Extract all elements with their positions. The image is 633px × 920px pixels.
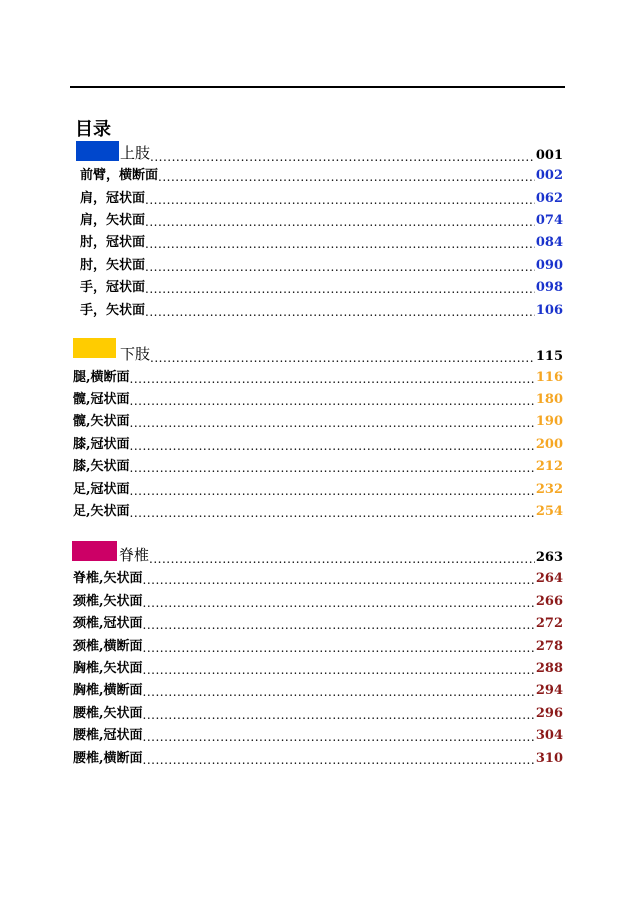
entry-page: 212 (535, 459, 563, 474)
dot-leader (130, 462, 535, 474)
toc-title: 目录 (75, 119, 111, 140)
entry-page: 062 (535, 191, 563, 206)
entry-page: 254 (535, 504, 563, 519)
entry-label: 腿,横断面 (73, 370, 130, 385)
entry-page: 090 (535, 258, 563, 273)
entry-label: 髋,冠状面 (73, 392, 130, 407)
dot-leader (143, 642, 535, 654)
entry-page: 272 (535, 616, 563, 631)
entry-label: 腰椎,横断面 (73, 751, 143, 766)
heading-label: 脊椎 (119, 546, 150, 564)
dot-leader (143, 574, 535, 586)
entry-label: 膝,冠状面 (73, 437, 130, 452)
dot-leader (143, 619, 535, 631)
entry-page: 294 (535, 683, 563, 698)
toc-entry[interactable] (73, 500, 563, 519)
dot-leader (143, 731, 535, 743)
toc-entry[interactable] (73, 366, 563, 385)
entry-page: 190 (535, 414, 563, 429)
entry-label: 胸椎,横断面 (73, 683, 143, 698)
entry-page: 266 (535, 594, 563, 609)
toc-heading-spine[interactable] (119, 544, 563, 565)
dot-leader (145, 283, 535, 295)
entry-page: 232 (535, 482, 563, 497)
toc-entry[interactable] (73, 455, 563, 474)
toc-entry[interactable] (73, 410, 563, 429)
entry-page: 304 (535, 728, 563, 743)
lower-limb-color-swatch (73, 338, 116, 358)
toc-entry[interactable] (80, 164, 563, 183)
toc-entry[interactable] (73, 388, 563, 407)
toc-entry[interactable] (73, 657, 563, 676)
dot-leader (150, 352, 535, 364)
dot-leader (149, 553, 535, 565)
spine-color-swatch (72, 541, 117, 561)
entry-label: 肩，矢状面 (80, 213, 146, 228)
toc-entry[interactable] (80, 254, 563, 273)
toc-entry[interactable] (73, 724, 563, 743)
entry-label: 髋,矢状面 (73, 414, 130, 429)
entry-page: 278 (535, 639, 563, 654)
entry-label: 膝,矢状面 (73, 459, 130, 474)
dot-leader (158, 171, 535, 183)
dot-leader (143, 754, 535, 766)
toc-entry[interactable] (80, 209, 563, 228)
upper-limb-color-swatch (76, 141, 119, 161)
toc-entry[interactable] (80, 276, 563, 295)
dot-leader (143, 709, 535, 721)
heading-page: 115 (535, 349, 563, 364)
toc-entry[interactable] (73, 679, 563, 698)
entry-label: 脊椎,矢状面 (73, 571, 143, 586)
dot-leader (143, 597, 535, 609)
entry-page: 264 (535, 571, 563, 586)
entry-page: 116 (535, 370, 563, 385)
toc-entry[interactable] (80, 299, 563, 318)
entry-label: 肘，矢状面 (80, 258, 146, 273)
dot-leader (130, 373, 535, 385)
heading-label: 上肢 (120, 144, 151, 162)
toc-heading-lower-limb[interactable] (120, 343, 563, 364)
toc-entry[interactable] (73, 635, 563, 654)
entry-label: 腰椎,冠状面 (73, 728, 143, 743)
entry-page: 200 (535, 437, 563, 452)
dot-leader (130, 417, 535, 429)
entry-page: 074 (535, 213, 563, 228)
entry-label: 颈椎,横断面 (73, 639, 143, 654)
entry-label: 颈椎,冠状面 (73, 616, 143, 631)
dot-leader (145, 306, 535, 318)
entry-page: 288 (535, 661, 563, 676)
toc-entry[interactable] (73, 478, 563, 497)
entry-label: 足,矢状面 (73, 504, 130, 519)
dot-leader (143, 664, 535, 676)
entry-label: 手，冠状面 (80, 280, 146, 295)
entry-page: 084 (535, 235, 563, 250)
heading-page: 001 (535, 148, 563, 163)
dot-leader (143, 686, 535, 698)
toc-entry[interactable] (73, 702, 563, 721)
toc-entry[interactable] (80, 231, 563, 250)
top-rule (70, 86, 565, 88)
dot-leader (145, 194, 535, 206)
dot-leader (130, 485, 535, 497)
entry-page: 296 (535, 706, 563, 721)
heading-page: 263 (535, 550, 563, 565)
toc-entry[interactable] (80, 187, 563, 206)
toc-heading-upper-limb[interactable] (120, 142, 563, 163)
entry-page: 106 (535, 303, 563, 318)
dot-leader (130, 440, 535, 452)
entry-label: 手，矢状面 (80, 303, 146, 318)
entry-page: 180 (535, 392, 563, 407)
entry-label: 肘，冠状面 (80, 235, 146, 250)
entry-page: 098 (535, 280, 563, 295)
toc-entry[interactable] (73, 612, 563, 631)
toc-entry[interactable] (73, 590, 563, 609)
entry-label: 前臂，横断面 (80, 168, 159, 183)
toc-entry[interactable] (73, 747, 563, 766)
dot-leader (130, 395, 535, 407)
dot-leader (130, 507, 535, 519)
entry-label: 腰椎,矢状面 (73, 706, 143, 721)
entry-label: 颈椎,矢状面 (73, 594, 143, 609)
entry-label: 足,冠状面 (73, 482, 130, 497)
entry-label: 胸椎,矢状面 (73, 661, 143, 676)
toc-entry[interactable] (73, 567, 563, 586)
dot-leader (145, 216, 535, 228)
dot-leader (145, 261, 535, 273)
dot-leader (150, 151, 535, 163)
dot-leader (145, 238, 535, 250)
entry-label: 肩，冠状面 (80, 191, 146, 206)
toc-entry[interactable] (73, 433, 563, 452)
entry-page: 002 (535, 168, 563, 183)
heading-label: 下肢 (120, 345, 151, 363)
entry-page: 310 (535, 751, 563, 766)
